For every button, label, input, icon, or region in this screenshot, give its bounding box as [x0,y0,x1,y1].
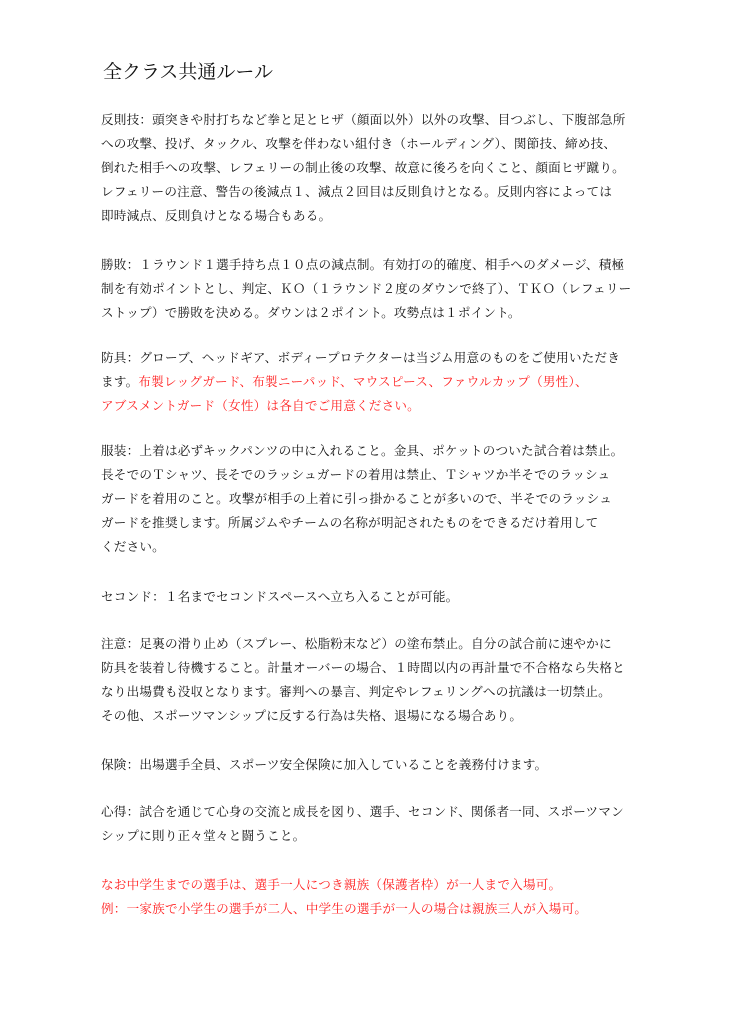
mindset-line: 心得：試合を通じて心身の交流と成長を図り、選手、セコンド、関係者一同、スポーツマン [101,804,624,819]
fouls-section [101,108,681,228]
insurance-line: 保険：出場選手全員、スポーツ安全保険に加入していることを義務付けます。 [101,757,548,772]
notes-line: なり出場費も没収となります。審判への暴言、判定やレフェリングへの抗議は一切禁止。 [101,684,611,699]
victory-section [101,253,681,325]
gear-line: 防具：グローブ、ヘッドギア、ボディープロテクターは当ジム用意のものをご使用いただき [101,350,620,365]
clothing-line: ください。 [101,539,165,554]
victory-line: 制を有効ポイントとし、判定、ＫＯ（１ラウンド２度のダウンで終了）、ＴＫＯ（レフェリー [101,281,632,296]
fouls-line: 即時減点、反則負けとなる場合もある。 [101,208,332,223]
mindset-line: シップに則り正々堂々と闘うこと。 [101,828,306,843]
fouls-line: 反則技：頭突きや肘打ちなど拳と足とヒザ（顔面以外）以外の攻撃、目つぶし、下腹部急所 [101,112,626,127]
family-notice-line: なお中学生までの選手は、選手一人につき親族（保護者枠）が一人まで入場可。 [101,877,562,892]
fouls-line: レフェリーの注意、警告の後減点１、減点２回目は反則負けとなる。反則内容によっては [101,184,613,199]
clothing-section [101,439,681,559]
notes-line: その他、スポーツマンシップに反する行為は失格、退場になる場合あり。 [101,708,523,723]
second-section [101,585,681,609]
gear-line [101,370,681,394]
clothing-line: 長そでのＴシャツ、長そでのラッシュガードの着用は禁止、Ｔシャツか半そでのラッシュ [101,467,611,482]
gear-required-items-cont: アブスメントガード（女性）は各自でご用意ください。 [101,398,420,413]
victory-line: ストップ）で勝敗を決める。ダウンは２ポイント。攻勢点は１ポイント。 [101,305,521,320]
protective-gear-section [101,346,681,418]
notes-line: 防具を装着し待機すること。計量オーバーの場合、１時間以内の再計量で不合格なら失格と [101,660,625,675]
second-line: セコンド：１名までセコンドスペースへ立ち入ることが可能。 [101,589,459,604]
clothing-line: 服装：上着は必ずキックパンツの中に入れること。金具、ポケットのついた試合着は禁止。 [101,443,624,458]
fouls-line: 倒れた相手への攻撃、レフェリーの制止後の攻撃、故意に後ろを向くこと、顔面ヒザ蹴り。 [101,160,625,175]
gear-line-prefix: ます。 [101,374,139,389]
gear-required-items: 布製レッグガード、布製ニーパッド、マウスピース、ファウルカップ（男性）、 [138,374,588,389]
family-notice-line: 例：一家族で小学生の選手が二人、中学生の選手が一人の場合は親族三人が入場可。 [101,901,588,916]
victory-line: 勝敗：１ラウンド１選手持ち点１０点の減点制。有効打の的確度、相手へのダメージ、積極 [101,257,625,272]
family-notice-section [101,873,681,921]
fouls-line: への攻撃、投げ、タックル、攻撃を伴わない組付き（ホールディング）、関節技、締め技、 [101,136,617,151]
mindset-section [101,800,681,848]
clothing-line: ガードを推奨します。所属ジムやチームの名称が明記されたものをできるだけ着用して [101,515,599,530]
notes-section [101,632,681,728]
clothing-line: ガードを着用のこと。攻撃が相手の上着に引っ掛かることが多いので、半そでのラッシュ [101,491,612,506]
insurance-section [101,753,681,777]
page-title: 全クラス共通ルール [103,61,274,83]
notes-line: 注意：足裏の滑り止め（スプレー、松脂粉末など）の塗布禁止。自分の試合前に速やかに [101,636,612,651]
